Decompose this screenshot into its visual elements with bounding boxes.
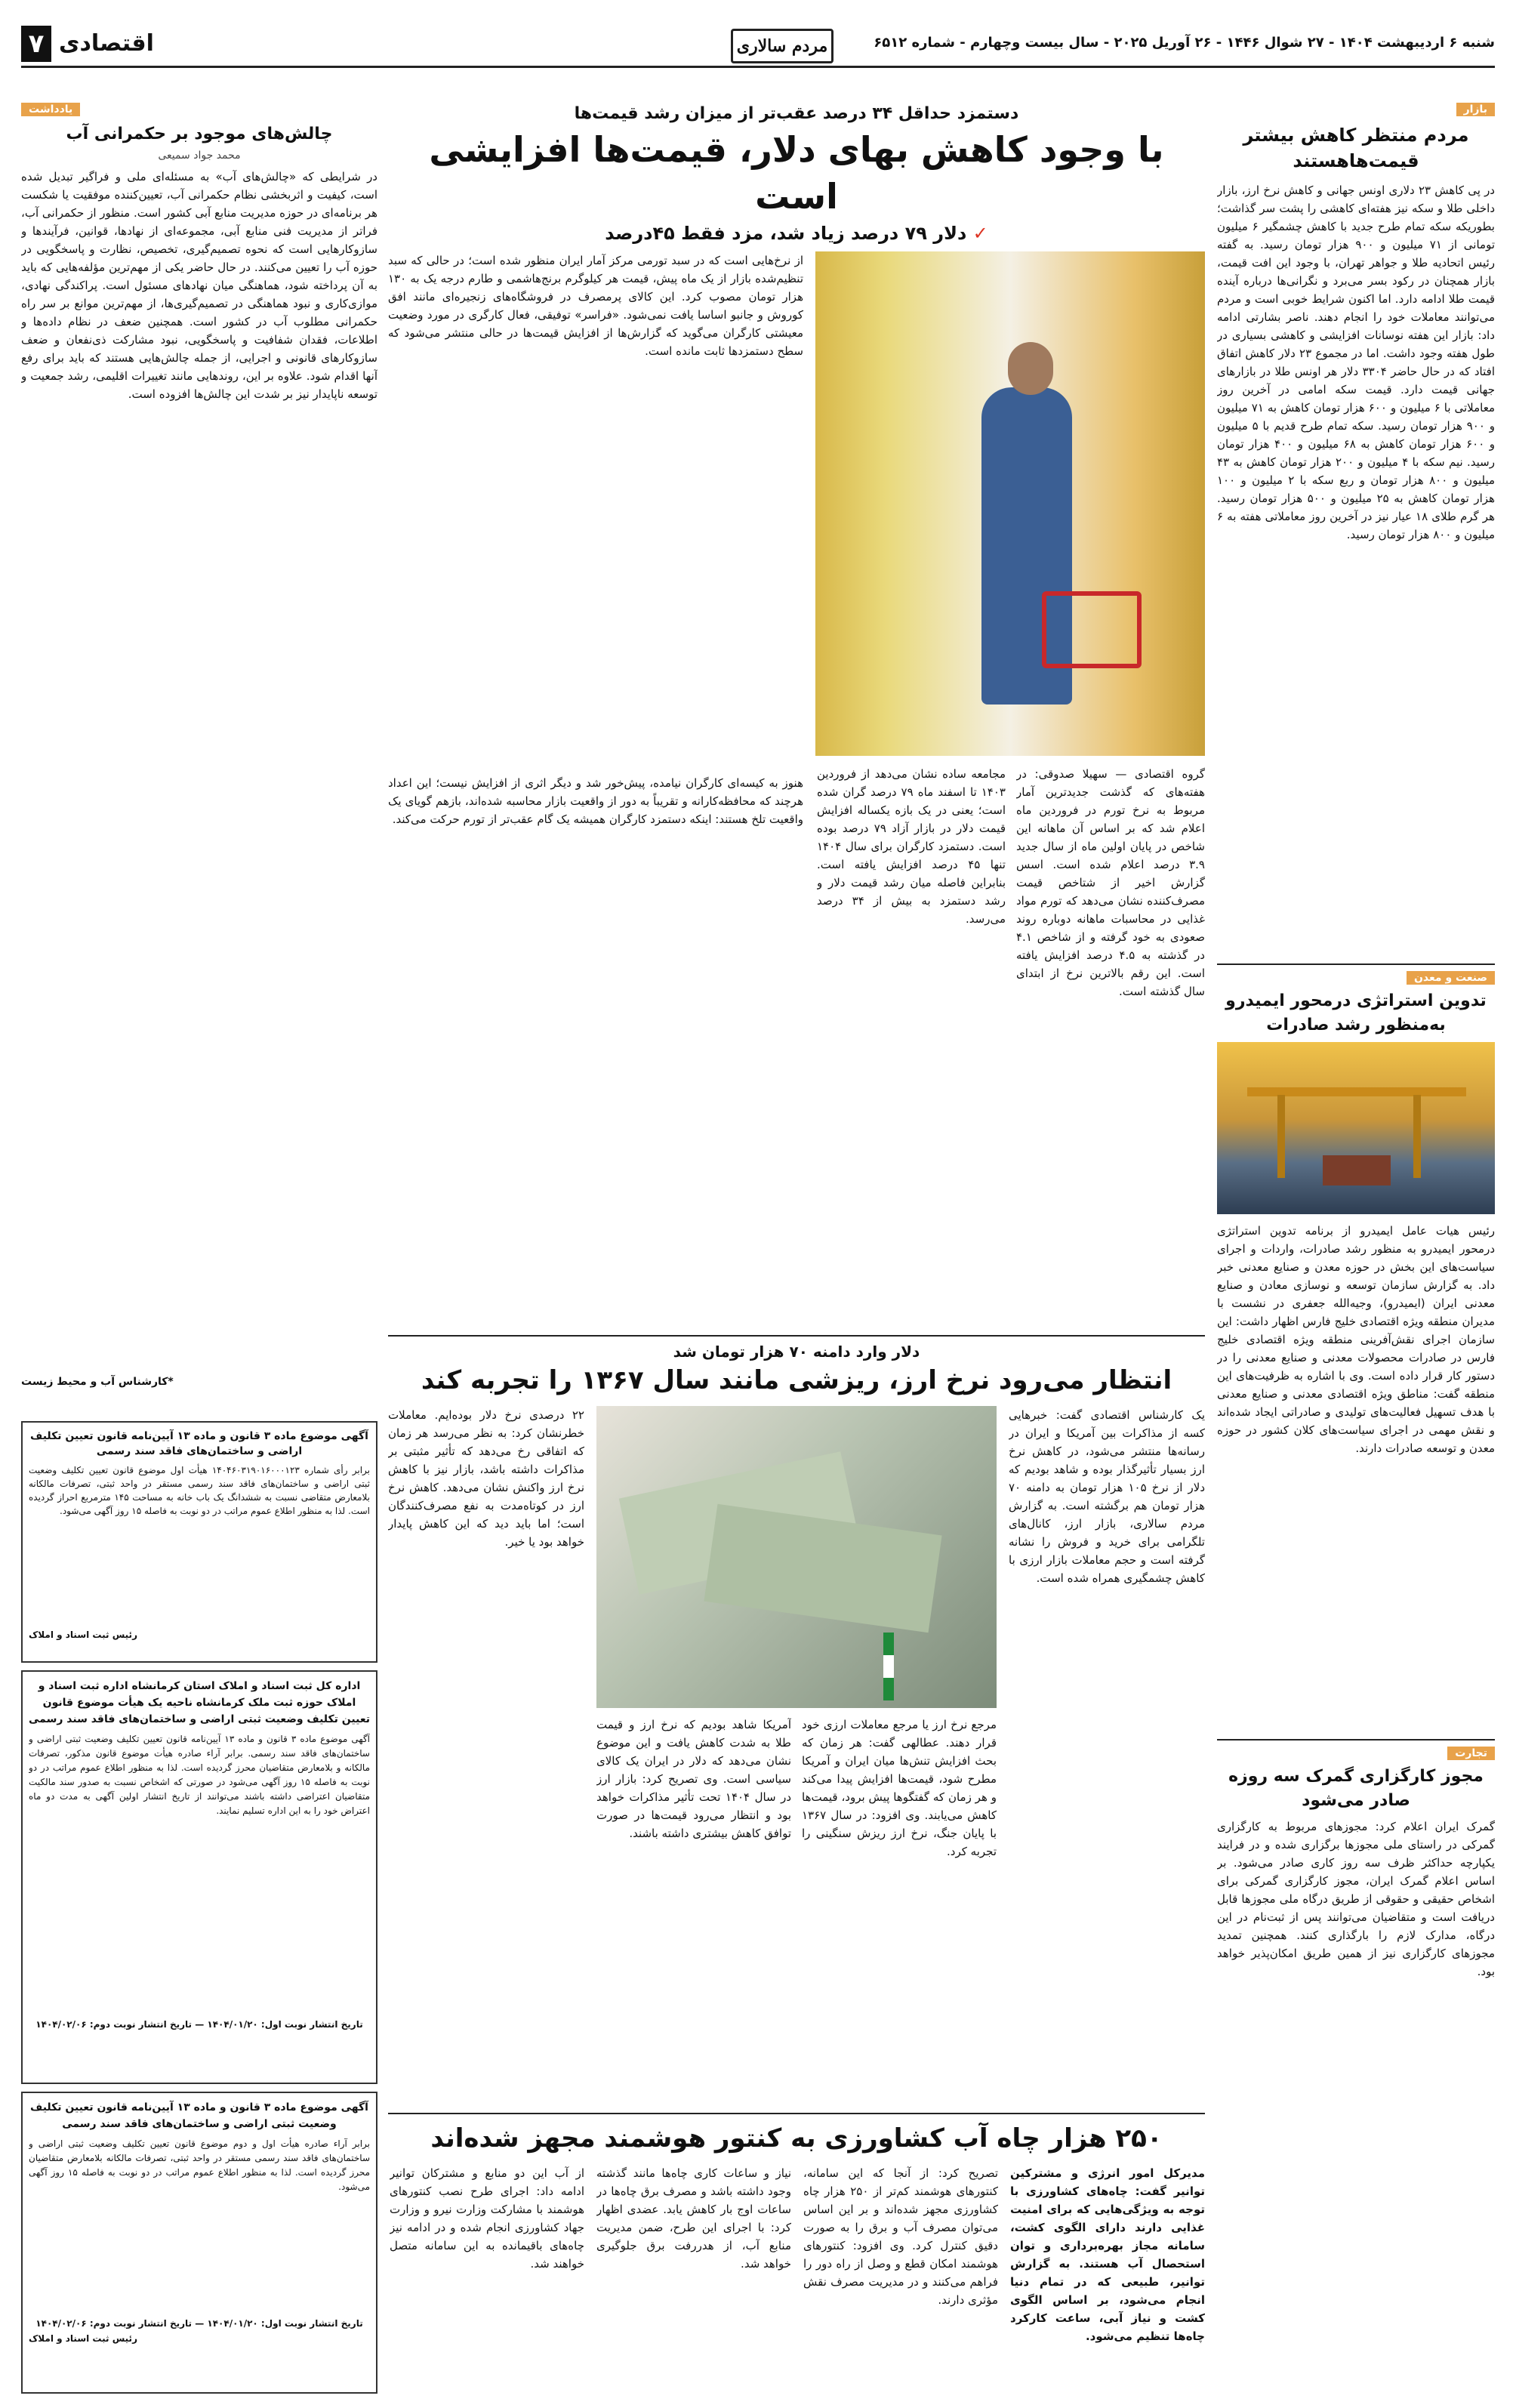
section-name: اقتصادی bbox=[59, 30, 154, 57]
main-subhead-text: دلار ۷۹ درصد زیاد شد، مزد فقط ۴۵درصد bbox=[605, 223, 967, 244]
notice-3-sign: رئیس ثبت اسناد و املاک bbox=[29, 2333, 137, 2344]
notice-2 bbox=[21, 1670, 377, 2084]
main-headline: با وجود کاهش بهای دلار، قیمت‌ها افزایشی است bbox=[429, 129, 1164, 217]
section-tag-trade: تجارت bbox=[1447, 1747, 1495, 1760]
page-number: ۷ bbox=[21, 26, 51, 62]
notice-1 bbox=[21, 1421, 377, 1663]
mining-title: تدوین استراتژی درمحور ایمیدرو به‌منظور رشد صادرات bbox=[1225, 991, 1487, 1034]
dollar-story bbox=[388, 1335, 1205, 2105]
notice-3-body: برابر آراء صادره هیأت اول و دوم موضوع قانون تعیین تکلیف وضعیت ثبتی اراضی و ساختمان‌های فاقد سند رسمی مستقر در واحد ثبتی، تصرفات مالکانه بلامعارض متقاضیان محرز گردیده است. لذا به منظور اطلاع عموم مراتب در دو نوبت به فاصله ۱۵ روز آگهی می‌شود. bbox=[29, 2138, 370, 2192]
main-col-4: از نرخ‌هایی است که در سبد تورمی مرکز آمار ایران منظور شده است؛ در حالی که سبد تنظیم‌شده بازار از یک ماه پیش، قیمت هر کیلوگرم برنج‌هاشمی و طارم درجه یک به ۱۳۰ هزار تومان مصوب کرد. این کالای پرمصرف در فروشگاه‌های زنجیره‌ای مانند افق کوروش و جانبو اساسا یافت نمی‌شود. «فراسر» توفیقی، فعال کارگری در مورد وضعیت معیشتی کارگران می‌گوید که گزارش‌ها از افزایش قیمت‌ها در حالی منتشر می‌شود که سطح دستمزدها ثابت مانده است. bbox=[388, 254, 803, 358]
note-article bbox=[21, 101, 377, 1411]
page-header bbox=[21, 21, 1495, 68]
water-col-2: تصریح کرد: از آنجا که این سامانه، کنتورهای هوشمند کم‌تر از ۲۵۰ هزار چاه کشاورزی مجهز شده‌اند و بر این اساس می‌توان مصرف آب و برق را به صورت دقیق کنترل کرد. وی افزود: کنتورهای هوشمند امکان قطع و وصل از راه دور را فراهم می‌کنند و در مدیریت مصرف نقش مؤثری دارند. bbox=[803, 2166, 998, 2307]
trade-body: گمرک ایران اعلام کرد: مجوزهای مربوط به کارگزاری گمرکی در راستای ملی مجوزها برگزاری شده و در فرایند یکپارچه حداکثر ظرف سه روز کاری صادر می‌شود. بر اساس اعلام گمرک ایران، مجوز کارگزاری گمرکی برای اشخاص حقیقی و حقوقی از طریق درگاه ملی مجوزها قابل دریافت است و متقاضیان می‌توانند پس از ثبت‌نام در این درگاه، مدارک لازم را بارگذاری کنند. همچنین تمدید مجوزهای کارگزاری نیز از همین طریق امکان‌پذیر خواهد بود. bbox=[1217, 1820, 1495, 1978]
section-tag-note: یادداشت bbox=[21, 103, 80, 116]
trade-title: مجوز کارگزاری گمرک سه روزه صادر می‌شود bbox=[1228, 1767, 1484, 1810]
main-subhead: ✓ دلار ۷۹ درصد زیاد شد، مزد فقط ۴۵درصد bbox=[605, 223, 988, 244]
water-story bbox=[388, 2113, 1205, 2396]
notice-2-title: اداره کل ثبت اسناد و املاک استان کرمانشاه اداره ثبت اسناد و املاک حوزه ثبت ملک کرمانشاه ناحیه یک هیأت موضوع قانون تعیین تکلیف وضعیت ثبتی اراضی و ساختمان‌های فاقد سند رسمی bbox=[29, 1680, 370, 1725]
section-tag-mining: صنعت و معدن bbox=[1407, 971, 1495, 985]
bazaar-body: در پی کاهش ۲۳ دلاری اونس جهانی و کاهش نرخ ارز، بازار داخلی طلا و سکه نیز هفته‌ای کاهشی را پشت سر گذاشت؛ بطوریکه سکه تمام طرح جدید با کاهش چشمگیر ۶ میلیون تومانی از ۷۱ میلیون و ۹۰۰ هزار تومان رسید. به گفته رئیس اتحادیه طلا و جواهر تهران، با وجود این افت قیمت، بازار همچنان در رکود بسر می‌برد و نگرانی‌ها درباره آینده قیمت طلا ادامه دارد. اما اکنون شرایط خوبی است و مردم می‌توانند معاملات خود را انجام دهند. ناصر بشارتی ادامه داد: بازار این هفته نوسانات افزایشی و کاهشی بسیاری در طول هفته وجود داشت. اما در مجموع ۲۳ دلار کاهش اتفاق افتاد که در حال حاضر ۳۳۰۴ دلار هر اونس طلا در بازارهای جهانی قیمت دارد. قیمت سکه امامی در آخرین روز معاملاتی با ۶ میلیون و ۶۰۰ هزار تومان کاهش به ۷۱ میلیون و ۹۰۰ هزار تومان رسید. سکه تمام طرح قدیم با ۵ میلیون و ۶۰۰ هزار تومان کاهش به ۶۸ میلیون و ۴۰۰ هزار تومان رسید. نیم سکه با ۴ میلیون و ۲۰۰ هزار تومان کاهش به ۴۳ میلیون و ۸۰۰ هزار تومان و ربع سکه با ۲ میلیون و ۱۰۰ هزار تومان کاهش به ۲۵ میلیون و ۵۰۰ هزار تومان رسید. هر گرم طلای ۱۸ عیار نیز در آخرین روز معاملاتی هفته به ۶ میلیون و ۸۰۰ هزار تومان رسید. bbox=[1217, 183, 1495, 541]
dollar-col-4: ۲۲ درصدی نرخ دلار بوده‌ایم. معاملات خطرنشان کرد: به نظر می‌رسد هر زمان که اتفاقی رخ می‌دهد که تأثیر مثبتی بر مذاکرات داشته باشد، بازار نیز با کاهش نرخ ارز واکنش نشان می‌دهد. کاهش نرخ ارز در کوتاه‌مدت به نفع مصرف‌کنندگان است؛ اما باید دید که این کاهش پایدار خواهد بود یا خیر. bbox=[388, 1408, 584, 1549]
note-author: محمد جواد سمیعی bbox=[158, 150, 241, 162]
dollar-headline: انتظار می‌رود نرخ ارز، ریزشی مانند سال ۱۳۶۷ را تجربه کند bbox=[421, 1365, 1172, 1395]
water-col-3: نیاز و ساعات کاری چاه‌ها مانند گذشته وجود داشته باشد و مصرف برق چاه‌ها در ساعات اوج بار کاهش یابد. عضدی اظهار کرد: با اجرای این طرح، ضمن مدیریت منابع آب، از هدررفت برق جلوگیری خواهد شد. bbox=[596, 2166, 791, 2271]
supermarket-photo bbox=[815, 251, 1205, 756]
bazaar-title: مردم منتظر کاهش بیشتر قیمت‌هاهستند bbox=[1243, 125, 1469, 171]
newspaper-logo: مردم سالاری bbox=[731, 29, 833, 63]
note-body: در شرایطی که «چالش‌های آب» به مسئله‌ای ملی و فراگیر تبدیل شده است، کیفیت و اثربخشی نظام حکمرانی آب، تعیین‌کننده موفقیت یا شکست هر برنامه‌ای در حوزه مدیریت منابع آبی کشور است. منظور از حکمرانی آب، فراتر از مدیریت فنی منابع آبی، مجموعه‌ای از نهادها، قوانین، فرآیندها و سازوکارهایی است که نحوه تصمیم‌گیری، تخصیص، نظارت و پاسخگویی در حوزه آب را تعیین می‌کنند. در حال حاضر یکی از مهم‌ترین مؤلفه‌هایی که باید به آن پرداخته شود، هماهنگی میان نهادهای مسئول است. پراکندگی نهادی، موازی‌کاری و نبود هماهنگی در تصمیم‌گیری‌ها، از مهم‌ترین موانع بر سر راه حکمرانی مطلوب آب در کشور است. همچنین ضعف در نظام داده‌ها و اطلاعات، فقدان شفافیت و پاسخگویی، نبود مشارکت ذی‌نفعان و ضعف سازوکارهای قانونی و اجرایی، از جمله چالش‌هایی هستند که باید برای رفع آنها اقدام شود. علاوه بر این، روندهایی مانند تغییرات اقلیمی، رشد جمعیت و توسعه ناپایدار نیز بر شدت این چالش‌ها افزوده است. bbox=[21, 170, 377, 401]
dollar-bills-photo bbox=[596, 1406, 997, 1708]
note-title: چالش‌های موجود بر حکمرانی آب bbox=[66, 125, 333, 143]
main-col-1: گروه اقتصادی — سهیلا صدوقی: در هفته‌های که گذشت جدیدترین آمار مربوط به نرخ تورم در فروردین ماه اعلام شد که بر اساس آن ماهانه این شاخص در پایان اولین ماه از سال جدید ۳.۹ درصد اعلام شده است. اسس گزارش اخیر از شتاخص قیمت مصرف‌کننده نشان می‌دهد که تورم مواد غذایی در محاسبات ماهانه دوباره روند صعودی به خود گرفته و از شاخص ۴.۱ در گذشته به ۴.۵ درصد افزایش یافته است. این رقم بالاترین نرخ از ابتدای سال گذشته است. bbox=[1016, 767, 1205, 998]
main-col-2: مجامعه ساده نشان می‌دهد از فروردین ۱۴۰۳ تا اسفند ماه ۷۹ درصد گران شده است؛ یعنی در یک بازه یکساله افزایش قیمت دلار در بازار آزاد ۷۹ درصد بوده است. دستمزد کارگران برای سال ۱۴۰۴ تنها ۴۵ درصد افزایش یافته است. بنابراین فاصله میان رشد قیمت دلار و رشد دستمزد به بیش از ۳۴ درصد می‌رسد. bbox=[817, 767, 1006, 926]
main-story bbox=[388, 101, 1205, 1327]
dollar-col-2: مرجع نرخ ارز یا مرجع معاملات ارزی خود قرار دهند. عطالهی گفت: هر زمان که بحث افزایش تنش‌ها میان ایران و آمریکا مطرح شود، قیمت‌ها افزایش پیدا می‌کند و هر زمان که گفتگوها پیش برود، قیمت‌ها کاهش می‌یابند. وی افزود: در سال ۱۳۶۷ با پایان جنگ، نرخ ارز ریزش سنگینی را تجربه کرد. bbox=[802, 1718, 997, 1858]
section-tag-bazaar: بازار bbox=[1456, 103, 1495, 116]
dollar-col-1: یک کارشناس اقتصادی گفت: خبرهایی کسه از مذاکرات بین آمریکا و ایران در رسانه‌ها منتشر می‌شود، در کاهش نرخ ارز بسیار تأثیرگذار بوده و شاهد بودیم که دلار از نرخ ۱۰۵ هزار تومان به دامنه ۷۰ هزار تومان هم برگشته است. به گزارش مردم سالاری، بازار ارز، کانال‌های تلگرامی برای خرید و فروش را نشانه گرفته است و حجم معاملات بازار ارزی با کاهش چشمگیری همراه شده است. bbox=[1009, 1408, 1205, 1585]
main-kicker: دستمزد حداقل ۳۴ درصد عقب‌تر از میزان رشد قیمت‌ها bbox=[574, 104, 1019, 123]
notice-1-title: آگهی موضوع ماده ۳ قانون و ماده ۱۳ آیین‌نامه قانون تعیین تکلیف اراضی و ساختمان‌های فاقد سند رسمی bbox=[30, 1430, 368, 1457]
notice-1-body: برابر رأی شماره ۱۴۰۴۶۰۳۱۹۰۱۶۰۰۰۱۲۳ هیأت اول موضوع قانون تعیین تکلیف وضعیت ثبتی اراضی و ساختمان‌های فاقد سند رسمی مستقر در واحد ثبتی، تصرفات مالکانه بلامعارض متقاضی نسبت به ششدانگ یک باب خانه به مساحت ۱۴۵ مترمربع احراز گردیده است. لذا به منظور اطلاع عموم مراتب در دو نوبت به فاصله ۱۵ روز آگهی می‌شود. bbox=[29, 1465, 370, 1516]
main-col-3: هنوز به کیسه‌ای کارگران نیامده، پیش‌خور شد و دیگر اثری از افزایش نیست؛ این اعداد هرچند که محافظه‌کارانه و تقریباً به دور از واقعیت بازار محاسبه شده‌اند، بازهم گویای یک واقعیت تلخ هستند: اینکه دستمزد کارگران همیشه یک گام عقب‌تر از تورم حرکت می‌کند. bbox=[388, 776, 803, 826]
issue-line: شنبه ۶ اردیبهشت ۱۴۰۴ - ۲۷ شوال ۱۴۴۶ - ۲۶ آوریل ۲۰۲۵ - سال بیست وچهارم - شماره ۶۵۱۲ bbox=[874, 35, 1495, 51]
notice-1-sign: رئیس ثبت اسناد و املاک bbox=[29, 1629, 137, 1640]
water-col-1: مدیرکل امور انرژی و مشترکین توانیر گفت: چاه‌های کشاورزی با توجه به ویژگی‌هایی که برای امنیت غذایی دارند دارای الگوی کشت، سامانه مجاز بهره‌برداری و توان استحصال آب هستند. به گزارش توانیر، طبیعی که در تمام دنیا انجام می‌شود، بر اساس الگوی کشت و نیاز آبی، ساعت کارکرد چاه‌ها تنظیم می‌شود. bbox=[1010, 2166, 1205, 2343]
notice-3-title: آگهی موضوع ماده ۳ قانون و ماده ۱۳ آیین‌نامه قانون تعیین تکلیف وضعیت ثبتی اراضی و ساختمان‌های فاقد سند رسمی bbox=[30, 2101, 368, 2130]
notice-2-dates: تاریخ انتشار نوبت اول: ۱۴۰۴/۰۱/۲۰ — تاریخ انتشار نوبت دوم: ۱۴۰۴/۰۲/۰۶ bbox=[35, 2019, 363, 2030]
dollar-col-3: آمریکا شاهد بودیم که نرخ ارز و قیمت طلا به شدت کاهش یافت و این موضوع نشان می‌دهد که دلار در ایران یک کالای سیاسی است. وی تصریح کرد: بازار ارز در سال ۱۴۰۴ تحت تأثیر مذاکرات خواهد بود و انتظار می‌رود قیمت‌ها در صورت توافق کاهش بیشتری داشته باشند. bbox=[596, 1718, 791, 1840]
water-col-4: از آب این دو منابع و مشترکان توانیر ادامه داد: اجرای طرح نصب کنتورهای هوشمند با مشارکت وزارت نیرو و وزارت جهاد کشاورزی انجام شده و در ادامه نیز چاه‌های باقیمانده به این سامانه متصل خواهند شد. bbox=[390, 2166, 584, 2271]
water-headline: ۲۵۰ هزار چاه آب کشاورزی به کنتور هوشمند مجهز شده‌اند bbox=[430, 2123, 1163, 2154]
port-crane-photo bbox=[1217, 1042, 1495, 1214]
note-signature: *کارشناس آب و محیط زیست bbox=[21, 1376, 174, 1388]
trade-article bbox=[1217, 1739, 1495, 2396]
notice-2-body: آگهی موضوع ماده ۳ قانون و ماده ۱۳ آیین‌نامه قانون تعیین تکلیف وضعیت ثبتی اراضی و ساختمان‌های فاقد سند رسمی. برابر آراء صادره هیأت موضوع قانون مذکور، تصرفات مالکانه و بلامعارض متقاضیان محرز گردیده است. لذا به منظور اطلاع عموم مراتب در دو نوبت به فاصله ۱۵ روز آگهی می‌شود در صورتی که اشخاص نسبت به صدور سند مالکیت متقاضیان اعتراضی داشته باشند می‌توانند از تاریخ انتشار اولین آگهی به مدت دو ماه اعتراض خود را به این اداره تسلیم نمایند. bbox=[29, 1734, 370, 1816]
dollar-kicker: دلار وارد دامنه ۷۰ هزار تومان شد bbox=[673, 1343, 920, 1361]
bazaar-article bbox=[1217, 101, 1495, 958]
notice-3 bbox=[21, 2092, 377, 2394]
mining-article bbox=[1217, 964, 1495, 1734]
notice-3-dates: تاریخ انتشار نوبت اول: ۱۴۰۴/۰۱/۲۰ — تاریخ انتشار نوبت دوم: ۱۴۰۴/۰۲/۰۶ bbox=[35, 2318, 363, 2329]
mining-body: رئیس هیات عامل ایمیدرو از برنامه تدوین استراتژی درمحور ایمیدرو به منظور رشد صادرات، واردات و اجرای سیاست‌های این بخش در حوزه معدن و صنایع معدنی خبر داد. به گزارش سازمان توسعه و نوسازی معادن و صنایع معدنی ایران (ایمیدرو)، وجیه‌الله جعفری در نشست با مدیران منطقه ویژه اقتصادی خلیج فارس اظهار داشت: این سازمان اجرای نقش‌آفرینی منطقه ویژه اقتصادی خلیج فارس در صادرات محصولات معدنی و صنایع معدنی را در دستور کار قرار داده است. وی با اشاره به ظرفیت‌های این منطقه گفت: مناطق ویژه اقتصادی معدنی و صنایع معدنی با هدف تسهیل فعالیت‌های تولیدی و صادراتی ایجاد شده‌اند و نقش مهمی در اجرای سیاست‌های کلان کشور در حوزه معدن و توسعه صادرات دارند. bbox=[1217, 1224, 1495, 1455]
